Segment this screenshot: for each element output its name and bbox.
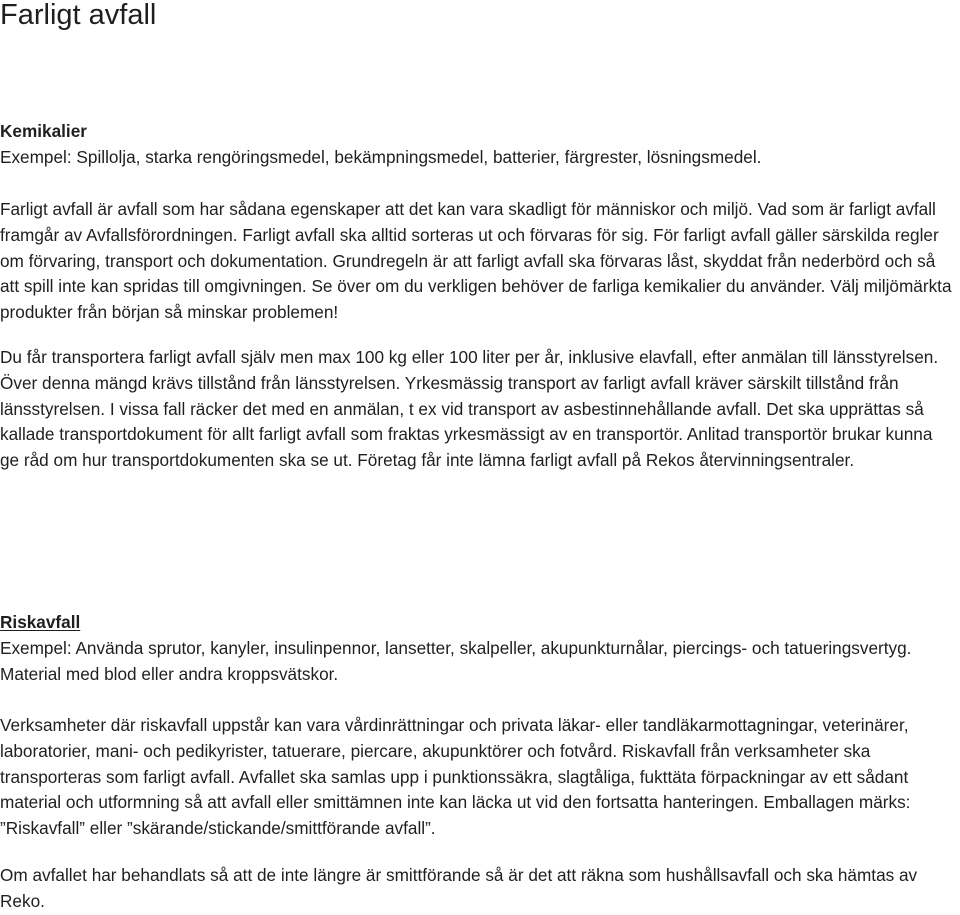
kemikalier-paragraph-1-block — [0, 197, 955, 326]
page-title: Farligt avfall — [0, 0, 157, 31]
kemikalier-section-header — [0, 119, 955, 171]
riskavfall-section-header — [0, 610, 955, 687]
riskavfall-paragraph-2: Om avfallet har behandlats så att de inte längre är smittförande så är det att räkna som hushållsavfall och ska hämtas av Reko. — [0, 865, 918, 911]
riskavfall-paragraph-2-block — [0, 863, 955, 915]
riskavfall-paragraph-1: Verksamheter där riskavfall uppstår kan vara vårdinrättningar och privata läkar- eller tandläkarmottagningar, veterinärer, laboratorier, mani- och pedikyrister, tatuerare, piercare, akupunktörer och fotvård. Riskavfall från verksamheter ska transporteras som farligt avfall. Avfallet ska samlas upp i punktionssäkra, slagtåliga, fukttäta förpackningar av ett sådant material och utformning så att avfall eller smittämnen inte kan läcka ut vid den fortsatta hanteringen. Emballagen märks: ”Riskavfall” eller ”skärande/stickande/smittförande avfall”. — [0, 715, 911, 839]
kemikalier-paragraph-2: Du får transportera farligt avfall själv men max 100 kg eller 100 liter per år, inklusive elavfall, efter anmälan till länsstyrelsen. Över denna mängd krävs tillstånd från länsstyrelsen. Yrkesmässig transport av farligt avfall kräver särskilt tillstånd från länsstyrelsen. I vissa fall räcker det med en anmälan, t ex vid transport av asbestinnehållande avfall. Det ska upprättas så kallade transportdokument för allt farligt avfall som fraktas yrkesmässigt av en transportör. Anlitad transportör brukar kunna ge råd om hur transportdokumenten ska se ut. Företag får inte lämna farligt avfall på Rekos återvinningsentraler. — [0, 347, 939, 471]
kemikalier-paragraph-1: Farligt avfall är avfall som har sådana egenskaper att det kan vara skadligt för människor och miljö. Vad som är farligt avfall framgår av Avfallsförordningen. Farligt avfall ska alltid sorteras ut och förvaras för sig. För farligt avfall gäller särskilda regler om förvaring, transport och dokumentation. Grundregeln är att farligt avfall ska förvaras låst, skyddat från nederbörd och så att spill inte kan spridas till omgivningen. Se över om du verkligen behöver de farliga kemikalier du använder. Välj miljömärkta produkter från början så minskar problemen! — [0, 199, 952, 323]
riskavfall-heading: Riskavfall — [0, 612, 81, 632]
kemikalier-paragraph-2-block — [0, 345, 955, 474]
riskavfall-paragraph-1-block — [0, 713, 955, 842]
kemikalier-examples: Exempel: Spillolja, starka rengöringsmedel, bekämpningsmedel, batterier, färgrester, lösningsmedel. — [0, 146, 762, 167]
kemikalier-heading: Kemikalier — [0, 121, 87, 141]
riskavfall-examples: Exempel: Använda sprutor, kanyler, insulinpennor, lansetter, skalpeller, akupunkturnålar, piercings- och tatueringsvertyg. Material med blod eller andra kroppsvätskor. — [0, 637, 912, 684]
